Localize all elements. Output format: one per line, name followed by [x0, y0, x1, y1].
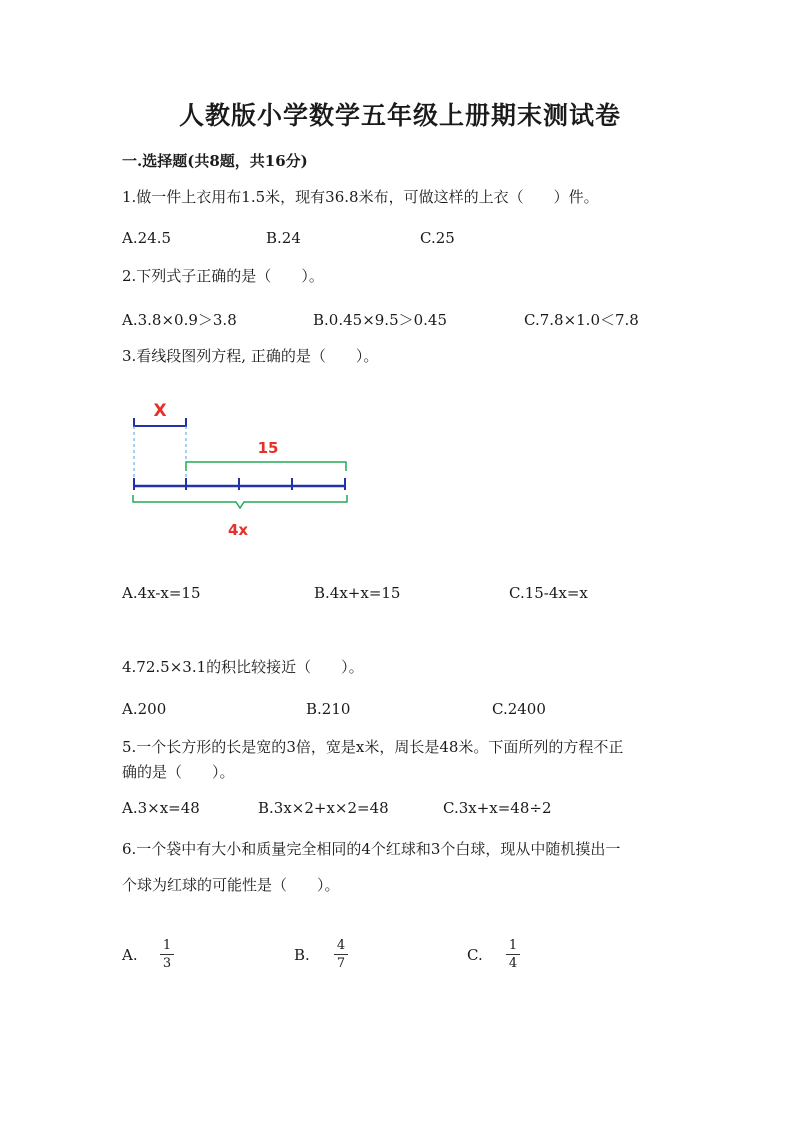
- q4-option-c[interactable]: C.2400: [492, 700, 546, 718]
- q3-option-a[interactable]: A.4x-x=15: [122, 584, 201, 602]
- question-6-line-1: 6.一个袋中有大小和质量完全相同的4个红球和3个白球，现从中随机摸出一: [122, 840, 621, 858]
- q6-option-b[interactable]: B.: [294, 946, 310, 964]
- fraction-numerator: 4: [336, 938, 346, 953]
- q4-option-b[interactable]: B.210: [306, 700, 351, 718]
- diagram-x-label: X: [153, 401, 167, 421]
- section-heading: 一.选择题(共8题，共16分): [122, 152, 308, 170]
- fraction-numerator: 1: [162, 938, 172, 953]
- page-title: 人教版小学数学五年级上册期末测试卷: [178, 101, 621, 130]
- q5-option-c[interactable]: C.3x+x=48÷2: [443, 799, 552, 817]
- question-1: 1.做一件上衣用布1.5米，现有36.8米布，可做这样的上衣（ ）件。: [122, 188, 599, 206]
- q4-option-a[interactable]: A.200: [122, 700, 167, 718]
- q2-option-a[interactable]: A.3.8×0.9＞3.8: [122, 311, 237, 329]
- q6-option-c[interactable]: C.: [467, 946, 483, 964]
- brace-15: [186, 462, 346, 471]
- q5-option-b[interactable]: B.3x×2+x×2=48: [258, 799, 389, 817]
- brace-4x: [133, 495, 347, 508]
- q2-option-c[interactable]: C.7.8×1.0＜7.8: [524, 311, 639, 329]
- diagram-4x-label: 4x: [227, 521, 249, 539]
- q1-option-c[interactable]: C.25: [420, 229, 455, 247]
- question-6-line-2: 个球为红球的可能性是（ ）。: [122, 876, 340, 894]
- q6-fraction-a: [157, 938, 177, 971]
- fraction-bar: [334, 954, 348, 955]
- question-4: 4.72.5×3.1的积比较接近（ ）。: [122, 658, 364, 676]
- fraction-numerator: 1: [508, 938, 518, 953]
- q1-option-a[interactable]: A.24.5: [122, 229, 171, 247]
- q2-option-b[interactable]: B.0.45×9.5＞0.45: [313, 311, 448, 329]
- fraction-denominator: 7: [336, 956, 346, 971]
- fraction-bar: [160, 954, 174, 955]
- q6-option-a[interactable]: A.: [122, 946, 138, 964]
- q6-fraction-c: [503, 938, 523, 971]
- question-2: 2.下列式子正确的是（ ）。: [122, 267, 324, 285]
- fraction-denominator: 4: [508, 956, 518, 971]
- q3-option-c[interactable]: C.15-4x=x: [509, 584, 588, 602]
- question-5-line-1: 5.一个长方形的长是宽的3倍，宽是x米，周长是48米。下面所列的方程不正: [122, 738, 624, 756]
- fraction-denominator: 3: [162, 956, 172, 971]
- q1-option-b[interactable]: B.24: [266, 229, 301, 247]
- fraction-bar: [506, 954, 520, 955]
- q6-fraction-b: [331, 938, 351, 971]
- question-5-line-2: 确的是（ ）。: [122, 763, 235, 781]
- line-segment-diagram: [120, 398, 360, 548]
- q3-option-b[interactable]: B.4x+x=15: [314, 584, 401, 602]
- question-3: 3.看线段图列方程, 正确的是（ ）。: [122, 347, 379, 365]
- q5-option-a[interactable]: A.3×x=48: [122, 799, 200, 817]
- diagram-15-label: 15: [257, 439, 279, 457]
